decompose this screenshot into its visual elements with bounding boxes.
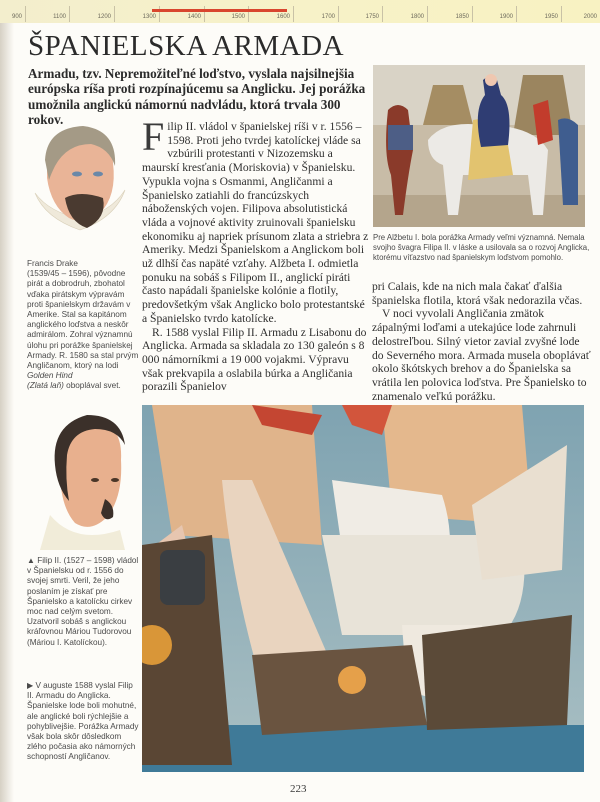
timeline-tick: 1600 [249,6,294,22]
timeline-tick: 1850 [428,6,473,22]
page-gutter-shadow [0,0,14,802]
body-column-2 [372,280,592,403]
body-paragraph-2: R. 1588 vyslal Filip II. Armadu z Lisabonu do Anglicka. Armada sa skladala zo 130 galeón s 8 000 námorníkmi a 19 000 vojakmi. Výpravu však prekvapila a oslabila búrka a Angličania porazili Španielov [142,325,367,394]
body-paragraph-4: V noci vyvolali Angličania zmätok zápalnými loďami a utekajúce lode zahrnuli delostreľbou. Silný vietor zavial zvyšné lode do Severného mora. Armada musela oboplávať okolo škótskych brehov a do Španielska sa vrátila len polovica loďstva. Pre Španielsko to znamenalo veľkú porážku. [372,307,591,403]
body-paragraph-1 [142,114,370,326]
page-title: ŠPANIELSKA ARMADA [28,30,345,62]
drake-ship-name: Golden Hind [27,371,73,381]
drake-ship-translation: (Zlatá laň) [27,381,64,391]
timeline-tick: 1800 [383,6,428,22]
timeline-tick: 1300 [115,6,160,22]
armada-battle-illustration [142,405,584,772]
drake-caption-end: oboplával svet. [63,381,121,391]
drake-caption [27,259,139,392]
lead-paragraph: Armadu, tzv. Nepremožiteľné loďstvo, vyslala najsilnejšia európska ríša proti rozpínajúcemu sa Anglicku. Jej porážka umožnila anglickú námornú nadvládu, ktorá trvala 300 rokov. [28,66,366,128]
drake-portrait-illustration [25,118,135,250]
timeline-tick: 1100 [26,6,70,22]
timeline-tick: 1750 [339,6,383,22]
elizabeth-scene-illustration [373,65,585,227]
drop-cap: F [142,114,165,159]
timeline-period-highlight [152,9,287,12]
drake-caption-text: (1539/45 – 1596), pôvodne pirát a dobrodruh, zbohatol vďaka pirátskym výpravám proti španielskym državám v Amerike. Stal sa kapitánom anglického loďstva a neskôr admirálom. Zohral významnú úlohu pri porážke španielskej Armady. R. 1580 sa stal prvým Angličanom, ktorý na lodi [27,269,139,371]
timeline-tick: 1700 [294,6,339,22]
triangle-right-icon: ▶ [27,681,34,690]
timeline-tick: 1950 [517,6,562,22]
body-column-1 [142,114,370,394]
triangle-up-icon: ▲ [27,556,35,565]
timeline-tick: 1200 [70,6,115,22]
armada-caption-text: V auguste 1588 vyslal Filip II. Armadu do Anglicka. Španielske lode boli mohutné, ale anglické boli rýchlejšie a pohyblivejšie. Porážka Armady však bola skôr dôsledkom zlého počasia ako námorných schopností Angličanov. [27,681,139,762]
drake-name: Francis Drake [27,259,78,268]
timeline-tick: 1900 [473,6,517,22]
timeline-tick: 2000 [583,14,597,20]
timeline-tick: 1500 [205,6,249,22]
filip-portrait-illustration [25,405,135,550]
timeline-tick: 900 [0,6,26,22]
body-paragraph-1-text: ilip II. vládol v španielskej ríši v r. 1556 – 1598. Proti jeho tvrdej katolíckej vláde sa vzbúrili protestanti v Nizozemsku a maurskí kresťania (Moriskovia) v Španielsku. Vypukla vojna s Osmanmi, Angličanmi a Španielsko zatiahli do francúzskych náboženských vojen. Filipova absolutistická vláda a vojnové aktivity zruinovali španielsku ekonomiku aj napriek prísunom zlata a striebra z Ameriky. Medzi Španielskom a Anglickom boli už dlhší čas napäté vzťahy. Alžbeta I. odmietla ponuku na sobáš s Filipom II., anglickí piráti často napádali španielske kolónie a flotily, predovšetkým však Anglicko bolo protestantské a Španielsko tvrdo katolícke. [142,120,369,325]
filip-caption [27,556,139,648]
timeline-tick: 1400 [160,6,205,22]
body-paragraph-3: pri Calais, kde na nich mala čakať ďalšia španielska flotila, ktorá však nedorazila včas. [372,280,583,307]
elizabeth-caption: Pre Alžbetu I. bola porážka Armady veľmi významná. Nemala svojho švagra Filipa II. v láske a usilovala sa o rozvoj Anglicka, ktorému víťazstvo nad španielskym loďstvom pomohlo. [373,233,590,262]
page-number: 223 [290,783,307,795]
armada-caption [27,681,139,763]
timeline-bar [0,0,600,23]
filip-caption-text: Filip II. (1527 – 1598) vládol v Španielsku od r. 1556 do svojej smrti. Veril, že jeho poslaním je získať pre Španielsko a katolícku cirkev moc nad celým svetom. Uzatvoril sobáš s anglickou kráľovnou Máriou Tudorovou (Máriou I. Katolíckou). [27,556,139,647]
